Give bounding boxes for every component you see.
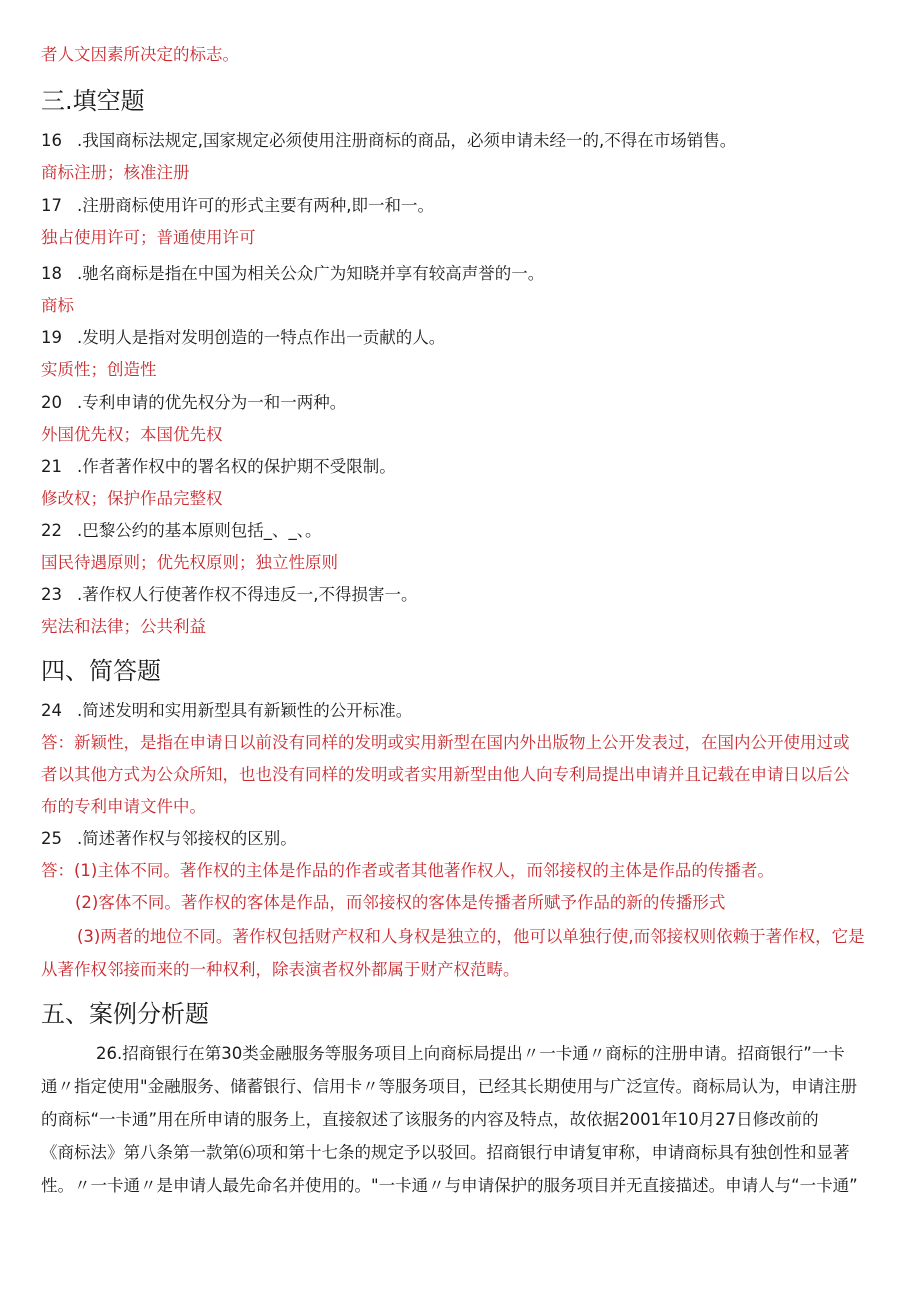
answer-23: 宪法和法律；公共利益 bbox=[41, 617, 206, 636]
answer-21: 修改权；保护作品完整权 bbox=[41, 489, 223, 508]
answer-16: 商标注册；核准注册 bbox=[41, 163, 190, 182]
answer-20: 外国优先权；本国优先权 bbox=[41, 425, 223, 444]
question-number: 24 bbox=[41, 701, 62, 720]
question-text: .作者著作权中的署名权的保护期不受限制。 bbox=[77, 457, 396, 476]
section-heading-case-analysis: 五、案例分析题 bbox=[41, 1000, 209, 1028]
question-text: .驰名商标是指在中国为相关公众广为知晓并享有较高声誉的一。 bbox=[77, 264, 545, 283]
question-number: 19 bbox=[41, 328, 62, 347]
question-text: .注册商标使用许可的形式主要有两种,即一和一。 bbox=[77, 196, 434, 215]
question-17 bbox=[41, 195, 434, 217]
answer-25-line-2: (2)客体不同。著作权的客体是作品，而邻接权的客体是传播者所赋予作品的新的传播形式 bbox=[75, 893, 726, 912]
question-16 bbox=[41, 130, 736, 152]
answer-25-line-3: (3)两者的地位不同。著作权包括财产权和人身权是独立的，他可以单独行使,而邻接权则依赖于著作权，它是 bbox=[77, 927, 865, 946]
question-number: 21 bbox=[41, 457, 62, 476]
question-number: 17 bbox=[41, 196, 62, 215]
question-number: 18 bbox=[41, 264, 62, 283]
question-22 bbox=[41, 520, 322, 542]
question-24 bbox=[41, 700, 412, 722]
question-text: .我国商标法规定,国家规定必须使用注册商标的商品，必须申请未经一的,不得在市场销售。 bbox=[77, 131, 737, 150]
question-text: .简述发明和实用新型具有新颖性的公开标准。 bbox=[77, 701, 413, 720]
case-line-4: 《商标法》第八条第一款第⑹项和第十七条的规定予以驳回。招商银行申请复审称，申请商标具有独创性和显著 bbox=[41, 1143, 850, 1162]
question-number: 25 bbox=[41, 829, 62, 848]
question-number: 23 bbox=[41, 585, 62, 604]
question-text: .简述著作权与邻接权的区别。 bbox=[77, 829, 297, 848]
answer-25-line-1: 答：(1)主体不同。著作权的主体是作品的作者或者其他著作权人，而邻接权的主体是作品的传播者。 bbox=[41, 861, 774, 880]
question-18 bbox=[41, 263, 544, 285]
answer-24-line-2: 者以其他方式为公众所知，也也没有同样的发明或者实用新型由他人向专利局提出申请并且记载在申请日以后公 bbox=[41, 765, 850, 784]
question-text: .巴黎公约的基本原则包括_、_、。 bbox=[77, 521, 322, 540]
section-heading-short-answer: 四、简答题 bbox=[41, 657, 161, 685]
question-number: 16 bbox=[41, 131, 62, 150]
section-heading-fill-blank: 三.填空题 bbox=[41, 87, 145, 115]
case-line-5: 性。〃一卡通〃是申请人最先命名并使用的。"一卡通〃与申请保护的服务项目并无直接描述。申请人与“一卡通” bbox=[41, 1176, 858, 1195]
answer-22: 国民待遇原则；优先权原则；独立性原则 bbox=[41, 553, 338, 572]
case-26-paragraph bbox=[41, 1037, 881, 1202]
answer-24-line-3: 布的专利申请文件中。 bbox=[41, 797, 206, 816]
answer-17: 独占使用许可；普通使用许可 bbox=[41, 228, 256, 247]
question-text: .专利申请的优先权分为一和一两种。 bbox=[77, 393, 347, 412]
case-line-1: 26.招商银行在第30类金融服务等服务项目上向商标局提出〃一卡通〃商标的注册申请。招商银行”一卡 bbox=[96, 1044, 845, 1063]
question-number: 20 bbox=[41, 393, 62, 412]
question-text: .发明人是指对发明创造的一特点作出一贡献的人。 bbox=[77, 328, 446, 347]
previous-answer-tail: 者人文因素所决定的标志。 bbox=[41, 45, 239, 64]
question-21 bbox=[41, 456, 396, 478]
answer-18: 商标 bbox=[41, 296, 74, 315]
question-text: .著作权人行使著作权不得违反一,不得损害一。 bbox=[77, 585, 418, 604]
question-23 bbox=[41, 584, 418, 606]
answer-19: 实质性；创造性 bbox=[41, 360, 157, 379]
answer-24-line-1: 答：新颖性，是指在申请日以前没有同样的发明或实用新型在国内外出版物上公开发表过，在国内公开使用过或 bbox=[41, 733, 850, 752]
question-19 bbox=[41, 327, 445, 349]
answer-25-line-4: 从著作权邻接而来的一种权利，除表演者权外都属于财产权范畴。 bbox=[41, 960, 520, 979]
case-line-3: 的商标“一卡通”用在所申请的服务上，直接叙述了该服务的内容及特点，故依据2001年10月27日修改前的 bbox=[41, 1110, 819, 1129]
question-25 bbox=[41, 828, 297, 850]
question-20 bbox=[41, 392, 346, 414]
question-number: 22 bbox=[41, 521, 62, 540]
case-line-2: 通〃指定使用"金融服务、储蓄银行、信用卡〃等服务项目，已经其长期使用与广泛宣传。商标局认为，申请注册 bbox=[41, 1077, 858, 1096]
